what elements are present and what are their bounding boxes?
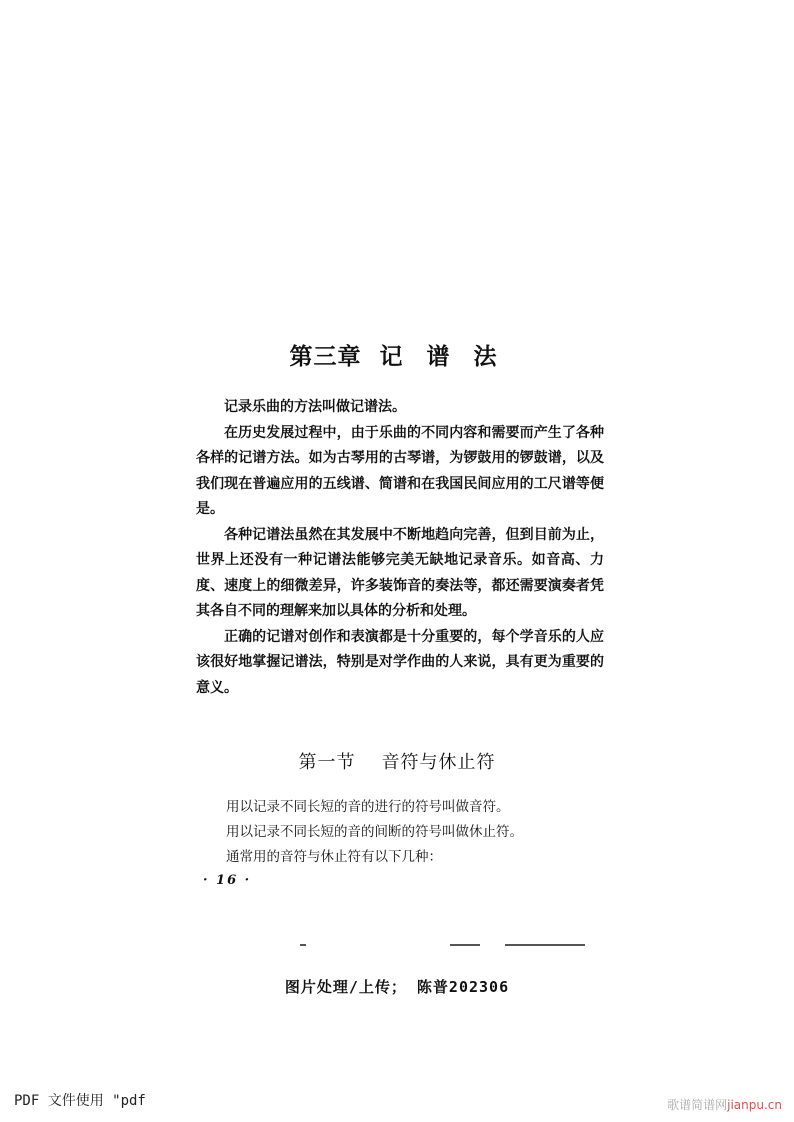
chapter-body [196, 395, 604, 701]
watermark-brand: jianpu.cn [727, 1098, 782, 1112]
watermark-prefix: 歌谱简谱网 [667, 1098, 728, 1112]
chapter-name: 记 谱 法 [379, 344, 505, 370]
pdf-footer-text: PDF 文件使用 "pdf [14, 1093, 146, 1109]
section-line: 用以记录不同长短的音的进行的符号叫做音符。 [226, 799, 510, 815]
section-body [226, 795, 606, 870]
scan-artifact-line [300, 944, 590, 948]
section-number: 第一节 [298, 752, 356, 773]
paragraph: 各种记谱法虽然在其发展中不断地趋向完善，但到目前为止，世界上还没有一种记谱法能够完美无缺地记录音乐。如音高、力度、速度上的细微差异，许多装饰音的奏法等，都还需要演奏者凭其各自不同的理解来加以具体的分析和处理。 [196, 526, 604, 619]
upload-credit: 图片处理/上传； 陈普202306 [284, 978, 510, 996]
section-line: 通常用的音符与休止符有以下几种： [226, 849, 442, 865]
paragraph: 在历史发展过程中，由于乐曲的不同内容和需要而产生了各种各样的记谱方法。如为古琴用的古琴谱，为锣鼓用的锣鼓谱，以及我们现在普遍应用的五线谱、简谱和在我国民间应用的工尺谱等便是。 [196, 424, 604, 517]
section-title [0, 748, 794, 774]
chapter-number: 第三章 [289, 344, 362, 370]
paragraph: 记录乐曲的方法叫做记谱法。 [224, 399, 406, 415]
section-line: 用以记录不同长短的音的间断的符号叫做休止符。 [226, 824, 523, 840]
section-name: 音符与休止符 [381, 752, 496, 773]
chapter-title [0, 338, 794, 371]
page-number: · 16 · [203, 873, 252, 888]
site-watermark [667, 1096, 782, 1113]
paragraph: 正确的记谱对创作和表演都是十分重要的，每个学音乐的人应该很好地掌握记谱法，特别是对学作曲的人来说，具有更为重要的意义。 [196, 628, 604, 696]
